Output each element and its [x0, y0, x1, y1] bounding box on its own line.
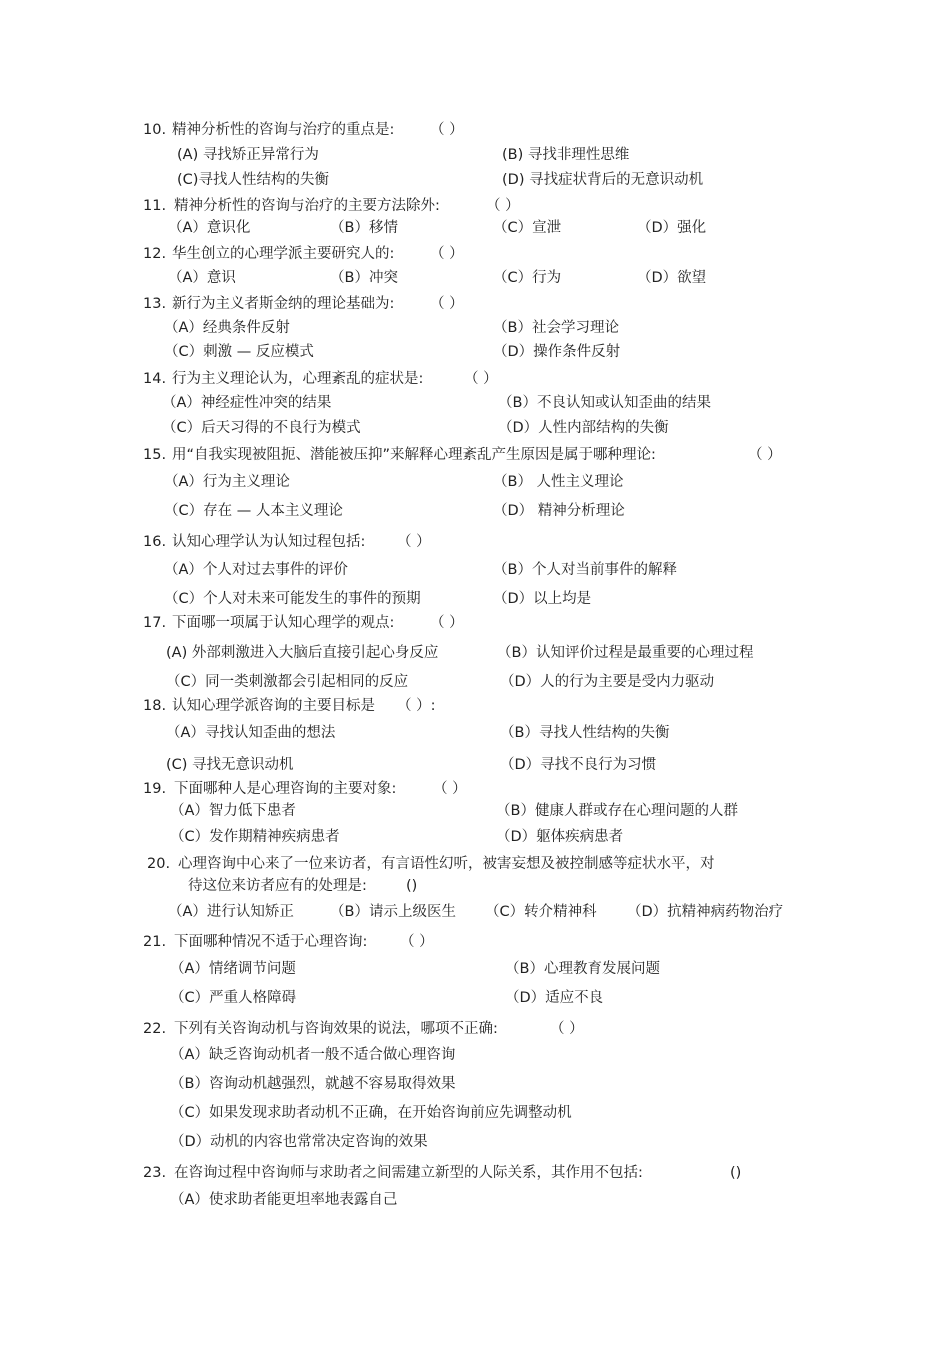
option-b: （B）社会学习理论 — [493, 320, 619, 336]
question-22-answer-paren: （ ） — [550, 1021, 584, 1037]
question-12-stem: 华生创立的心理学派主要研究人的: — [172, 246, 395, 262]
option-b: （B）咨询动机越强烈，就越不容易取得效果 — [170, 1076, 456, 1092]
question-11-answer-paren: （ ） — [486, 198, 520, 214]
option-b: （B）不良认知或认知歪曲的结果 — [498, 395, 711, 411]
question-15-answer-paren: （ ） — [748, 447, 782, 463]
question-16-stem: 认知心理学认为认知过程包括: — [172, 534, 366, 550]
option-a: （A）缺乏咨询动机者一般不适合做心理咨询 — [170, 1047, 456, 1063]
option-a: (A) 寻找矫正异常行为 — [177, 147, 319, 163]
option-c: （C）严重人格障碍 — [170, 990, 297, 1006]
option-a: （A）经典条件反射 — [164, 320, 290, 336]
option-d: （D）动机的内容也常常决定咨询的效果 — [170, 1134, 428, 1150]
question-13-stem: 新行为主义者斯金纳的理论基础为: — [172, 296, 395, 312]
option-a: （A）情绪调节问题 — [170, 961, 296, 977]
question-13-number: 13. — [143, 296, 167, 312]
question-10-number: 10. — [143, 122, 167, 138]
question-21-answer-paren: （ ） — [400, 934, 434, 950]
question-21-number: 21. — [143, 934, 167, 950]
option-c: （C）如果发现求助者动机不正确，在开始咨询前应先调整动机 — [170, 1105, 572, 1121]
option-a: （A）意识化 — [168, 220, 251, 236]
question-12-number: 12. — [143, 246, 167, 262]
question-14-stem: 行为主义理论认为，心理紊乱的症状是: — [172, 371, 424, 387]
option-c: （C）刺激 — 反应模式 — [164, 344, 314, 360]
question-20-number: 20. — [147, 856, 171, 872]
option-d: （D）欲望 — [637, 270, 707, 286]
option-d: （D）人的行为主要是受内力驱动 — [500, 674, 715, 690]
question-17-answer-paren: （ ） — [430, 615, 464, 631]
question-11-stem: 精神分析性的咨询与治疗的主要方法除外: — [174, 198, 440, 214]
option-b: （B）个人对当前事件的解释 — [493, 562, 677, 578]
option-b: （B）认知评价过程是最重要的心理过程 — [497, 645, 754, 661]
option-a: (A) 外部刺激进入大脑后直接引起心身反应 — [166, 645, 439, 661]
option-b: （B）心理教育发展问题 — [505, 961, 660, 977]
option-c: （C）个人对未来可能发生的事件的预期 — [164, 591, 421, 607]
question-20-stem: 心理咨询中心来了一位来访者，有言语性幻听，被害妄想及被控制感等症状水平，对 — [178, 856, 715, 872]
question-11-number: 11. — [143, 198, 167, 214]
option-b: （B）健康人群或存在心理问题的人群 — [496, 803, 738, 819]
option-d: （D）躯体疾病患者 — [496, 829, 624, 845]
question-19-answer-paren: （ ） — [433, 781, 467, 797]
question-22-number: 22. — [143, 1021, 167, 1037]
question-16-answer-paren: （ ） — [397, 534, 431, 550]
question-18-answer-paren: （ ）: — [397, 698, 436, 714]
question-15-stem: 用“自我实现被阻扼、潜能被压抑”来解释心理紊乱产生原因是属于哪种理论: — [172, 447, 656, 463]
question-20-stem-continued: 待这位来访者应有的处理是: — [188, 878, 367, 894]
question-19-number: 19. — [143, 781, 167, 797]
option-a: （A）进行认知矫正 — [168, 904, 294, 920]
option-b: (B) 寻找非理性思维 — [502, 147, 630, 163]
option-b: （B）冲突 — [330, 270, 398, 286]
question-16-number: 16. — [143, 534, 167, 550]
question-19-stem: 下面哪种人是心理咨询的主要对象: — [174, 781, 397, 797]
option-a: （A）智力低下患者 — [170, 803, 296, 819]
option-a: （A）个人对过去事件的评价 — [164, 562, 348, 578]
option-a: （A）行为主义理论 — [164, 474, 290, 490]
option-b: （B）请示上级医生 — [330, 904, 456, 920]
option-d: （D）寻找不良行为习惯 — [500, 757, 657, 773]
option-d: （D）适应不良 — [505, 990, 604, 1006]
option-c: （C）存在 — 人本主义理论 — [164, 503, 343, 519]
question-10-answer-paren: （ ） — [430, 122, 464, 138]
question-10-stem: 精神分析性的咨询与治疗的重点是: — [172, 122, 395, 138]
question-14-number: 14. — [143, 371, 167, 387]
question-23-number: 23. — [143, 1165, 167, 1181]
question-17-stem: 下面哪一项属于认知心理学的观点: — [172, 615, 395, 631]
option-d: (D) 寻找症状背后的无意识动机 — [502, 172, 704, 188]
option-a: （A）意识 — [168, 270, 236, 286]
option-a: （A）神经症性冲突的结果 — [162, 395, 332, 411]
option-c: （C）发作期精神疾病患者 — [170, 829, 340, 845]
question-22-stem: 下列有关咨询动机与咨询效果的说法，哪项不正确: — [174, 1021, 498, 1037]
question-23-answer-paren: () — [730, 1165, 742, 1181]
option-d: （D）以上均是 — [493, 591, 592, 607]
option-c: (C) 寻找无意识动机 — [166, 757, 294, 773]
question-14-answer-paren: （ ） — [464, 371, 498, 387]
option-d: （D） 精神分析理论 — [493, 503, 625, 519]
question-20-answer-paren: () — [406, 878, 418, 894]
option-d: （D）强化 — [637, 220, 707, 236]
option-c: （C）行为 — [493, 270, 562, 286]
question-15-number: 15. — [143, 447, 167, 463]
option-b: （B）寻找人性结构的失衡 — [500, 725, 670, 741]
option-b: （B）移情 — [330, 220, 398, 236]
question-18-stem: 认知心理学派咨询的主要目标是 — [172, 698, 375, 714]
question-13-answer-paren: （ ） — [430, 296, 464, 312]
question-18-number: 18. — [143, 698, 167, 714]
option-b: （B） 人性主义理论 — [493, 474, 624, 490]
option-a: （A）寻找认知歪曲的想法 — [166, 725, 336, 741]
option-a: （A）使求助者能更坦率地表露自己 — [170, 1192, 398, 1208]
option-d: （D）人性内部结构的失衡 — [498, 420, 669, 436]
question-23-stem: 在咨询过程中咨询师与求助者之间需建立新型的人际关系，其作用不包括: — [174, 1165, 643, 1181]
option-c: （C）同一类刺激都会引起相同的反应 — [166, 674, 409, 690]
option-c: （C）后天习得的不良行为模式 — [162, 420, 361, 436]
option-c: （C）宣泄 — [493, 220, 562, 236]
question-21-stem: 下面哪种情况不适于心理咨询: — [174, 934, 368, 950]
option-d: （D）抗精神病药物治疗 — [627, 904, 784, 920]
option-c: （C）转介精神科 — [485, 904, 597, 920]
question-12-answer-paren: （ ） — [430, 246, 464, 262]
question-17-number: 17. — [143, 615, 167, 631]
option-d: （D）操作条件反射 — [493, 344, 621, 360]
option-c: (C)寻找人性结构的失衡 — [177, 172, 329, 188]
